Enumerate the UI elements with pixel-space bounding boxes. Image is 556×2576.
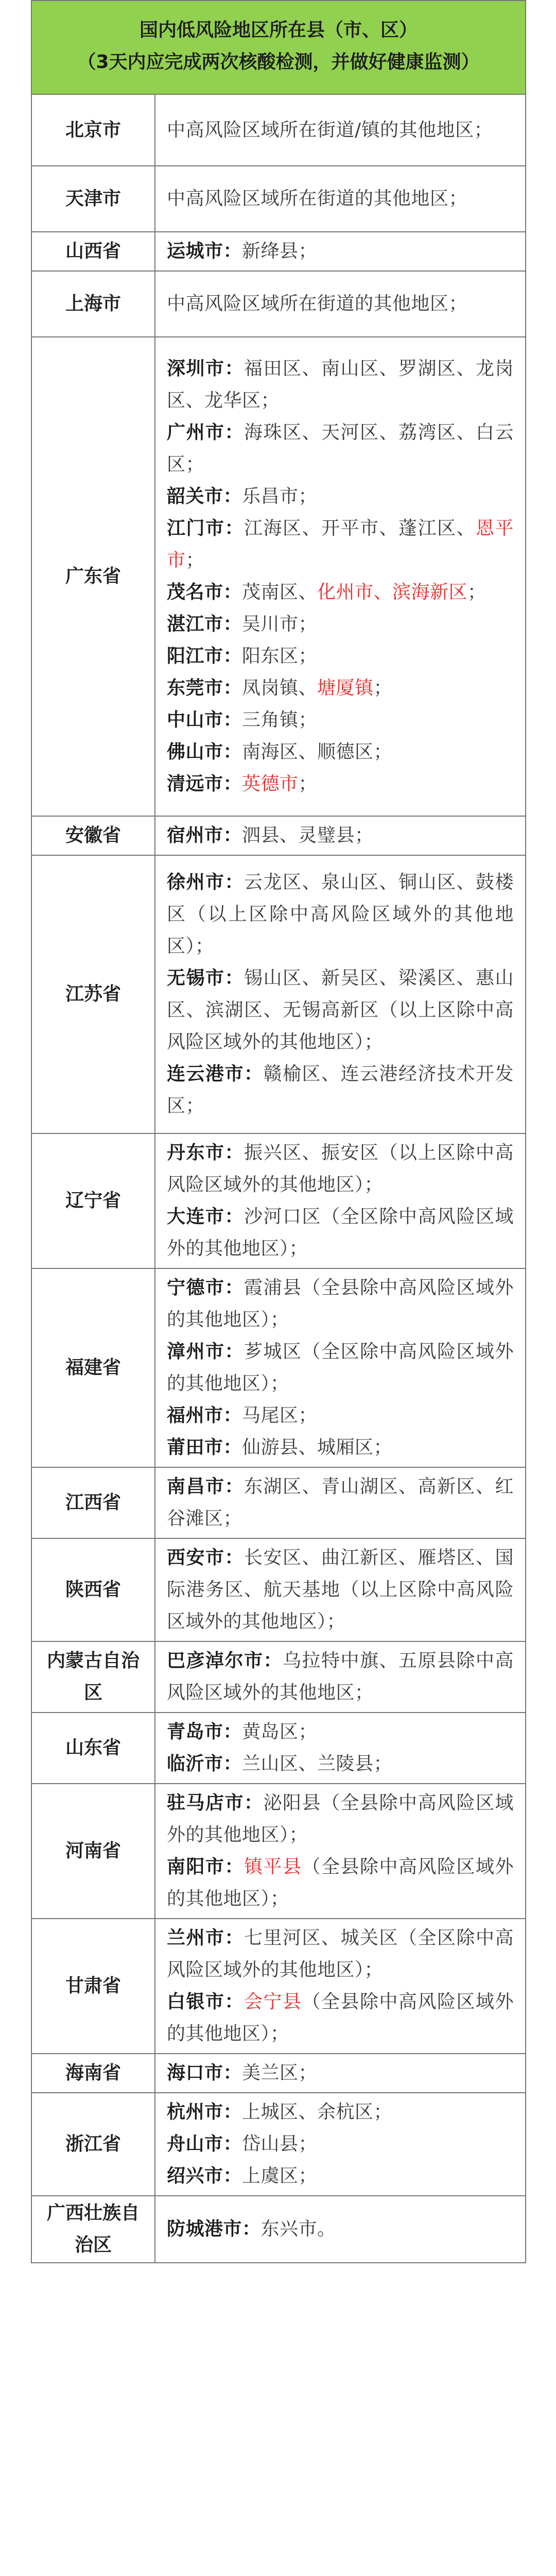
city-name: 绍兴市： (167, 2165, 242, 2187)
area-entry (167, 513, 514, 577)
city-name: 驻马店市： (167, 1792, 264, 1814)
area-text: 江海区、开平市、蓬江区、 (244, 518, 476, 539)
highlighted-area-text: 镇平县 (244, 1856, 302, 1877)
province-cell: 天津市 (31, 166, 155, 232)
table-row (31, 337, 526, 816)
area-entry (167, 235, 514, 267)
area-text: 凤岗镇、 (242, 677, 318, 699)
province-cell: 上海市 (31, 271, 155, 337)
table-header-row (31, 1, 526, 94)
city-name: 白银市： (167, 1991, 244, 2012)
detail-cell (155, 1641, 526, 1713)
table-row (31, 855, 526, 1133)
area-entry (167, 1400, 514, 1432)
area-text: 乌拉特中旗、五原县除中高风险区域外的其他地区； (167, 1650, 514, 1703)
area-text: 泌阳县（全县除中高风险区域外的其他地区）； (167, 1792, 514, 1845)
table-row (31, 94, 526, 166)
area-text: 南海区、顺德区； (242, 741, 393, 762)
detail-cell (155, 1784, 526, 1919)
table-row (31, 2054, 526, 2093)
area-entry (167, 2096, 514, 2128)
area-text: 七里河区、城关区（全区除中高风险区域外的其他地区）； (167, 1927, 514, 1980)
table-row (31, 1784, 526, 1919)
area-text: 东湖区、青山湖区、高新区、红谷滩区； (167, 1476, 514, 1529)
table-row (31, 1467, 526, 1538)
area-entry (167, 1201, 514, 1265)
area-entry (167, 1058, 514, 1122)
area-entry (167, 1787, 514, 1851)
area-text: 美兰区； (242, 2062, 318, 2083)
area-entry (167, 704, 514, 736)
area-entry (167, 962, 514, 1058)
area-entry (167, 1748, 514, 1780)
area-entry (167, 2213, 514, 2245)
city-name: 兰州市： (167, 1927, 244, 1948)
area-entry (167, 1542, 514, 1638)
area-entry (167, 1137, 514, 1201)
table-title (31, 1, 526, 94)
province-cell: 广东省 (31, 337, 155, 816)
area-entry (167, 183, 514, 215)
area-text-tail: ； (185, 550, 205, 571)
area-text: 岱山县； (242, 2133, 318, 2155)
table-body (31, 94, 526, 2263)
area-text: 赣榆区、连云港经济技术开发区； (167, 1063, 514, 1116)
area-entry (167, 1645, 514, 1709)
city-name: 漳州市： (167, 1341, 244, 1362)
highlighted-area-text: 会宁县 (244, 1991, 302, 2012)
province-cell: 海南省 (31, 2054, 155, 2093)
province-cell: 山西省 (31, 232, 155, 271)
area-entry (167, 1922, 514, 1986)
detail-cell (155, 2196, 526, 2263)
area-entry (167, 820, 514, 852)
city-name: 巴彦淖尔市： (167, 1650, 283, 1671)
highlighted-area-text: 塘厦镇 (317, 677, 374, 699)
area-text: 沙河口区（全区除中高风险区域外的其他地区）； (167, 1206, 514, 1259)
area-text-tail: ； (373, 677, 393, 699)
area-text: 阳东区； (242, 646, 318, 667)
city-name: 南阳市： (167, 1856, 244, 1877)
area-text: 云龙区、泉山区、铜山区、鼓楼区（以上区除中高风险区域外的其他地区）； (167, 872, 514, 957)
table-row (31, 232, 526, 271)
city-name: 佛山市： (167, 741, 242, 762)
area-text: 中高风险区域所在街道的其他地区； (167, 188, 468, 209)
area-entry (167, 481, 514, 513)
area-text: 芗城区（全区除中高风险区域外的其他地区）； (167, 1341, 514, 1394)
city-name: 宿州市： (167, 825, 242, 846)
area-entry (167, 608, 514, 640)
city-name: 海口市： (167, 2062, 242, 2083)
province-cell: 北京市 (31, 94, 155, 166)
city-name: 杭州市： (167, 2102, 242, 2123)
detail-cell (155, 1133, 526, 1268)
detail-cell (155, 2093, 526, 2196)
area-entry (167, 768, 514, 800)
province-cell: 河南省 (31, 1784, 155, 1919)
province-cell: 福建省 (31, 1268, 155, 1467)
detail-cell (155, 166, 526, 232)
area-text: 中高风险区域所在街道/镇的其他地区； (167, 119, 493, 141)
area-text: 马尾区； (242, 1405, 318, 1426)
city-name: 韶关市： (167, 486, 242, 507)
area-entry (167, 672, 514, 704)
area-text: 中高风险区域所在街道的其他地区； (167, 293, 468, 314)
city-name: 莆田市： (167, 1437, 242, 1458)
area-text: 振兴区、振安区（以上区除中高风险区域外的其他地区）； (167, 1142, 514, 1195)
area-entry (167, 1716, 514, 1748)
area-text-tail: （全县除中高风险区域外的其他地区）； (167, 1991, 514, 2044)
city-name: 南昌市： (167, 1476, 244, 1497)
city-name: 西安市： (167, 1547, 244, 1568)
province-cell: 辽宁省 (31, 1133, 155, 1268)
city-name: 清远市： (167, 773, 242, 794)
detail-cell (155, 232, 526, 271)
city-name: 江门市： (167, 518, 244, 539)
table-row (31, 1641, 526, 1713)
area-entry (167, 114, 514, 146)
area-entry (167, 1432, 514, 1464)
province-cell: 内蒙古自治区 (31, 1641, 155, 1713)
detail-cell (155, 2054, 526, 2093)
area-text: 乐昌市； (242, 486, 318, 507)
table-row (31, 2196, 526, 2263)
area-text: 福田区、南山区、罗湖区、龙岗区、龙华区； (167, 358, 514, 411)
area-entry (167, 417, 514, 481)
area-entry (167, 2057, 514, 2089)
area-entry (167, 577, 514, 608)
area-text: 茂南区、 (242, 582, 318, 603)
city-name: 东莞市： (167, 677, 242, 699)
title-line-2: （3天内应完成两次核酸检测，并做好健康监测） (77, 52, 480, 73)
city-name: 阳江市： (167, 646, 242, 667)
table-row (31, 166, 526, 232)
title-line-1: 国内低风险地区所在县（市、区） (139, 20, 418, 41)
city-name: 青岛市： (167, 1721, 242, 1742)
area-entry (167, 640, 514, 672)
area-text: 锡山区、新吴区、梁溪区、惠山区、滨湖区、无锡高新区（以上区除中高风险区域外的其他地区）； (167, 968, 514, 1053)
city-name: 临沂市： (167, 1753, 242, 1774)
detail-cell (155, 1538, 526, 1641)
area-text: 上城区、余杭区； (242, 2102, 393, 2123)
province-cell: 甘肃省 (31, 1919, 155, 2054)
city-name: 防城港市： (167, 2218, 261, 2240)
table-row (31, 1133, 526, 1268)
city-name: 连云港市： (167, 1063, 264, 1084)
area-entry (167, 2160, 514, 2192)
risk-area-table (31, 0, 526, 2263)
area-entry (167, 1336, 514, 1400)
province-cell: 陕西省 (31, 1538, 155, 1641)
area-entry (167, 1851, 514, 1915)
table-row (31, 1538, 526, 1641)
area-text: 仙游县、城厢区； (242, 1437, 393, 1458)
detail-cell (155, 337, 526, 816)
detail-cell (155, 1713, 526, 1784)
table-row (31, 1268, 526, 1467)
city-name: 中山市： (167, 709, 242, 731)
area-entry (167, 1471, 514, 1535)
city-name: 舟山市： (167, 2133, 242, 2155)
city-name: 广州市： (167, 422, 244, 443)
detail-cell (155, 94, 526, 166)
detail-cell (155, 816, 526, 855)
table-row (31, 816, 526, 855)
area-text: 兰山区、兰陵县； (242, 1753, 393, 1774)
province-cell: 浙江省 (31, 2093, 155, 2196)
city-name: 福州市： (167, 1405, 242, 1426)
area-text: 黄岛区； (242, 1721, 318, 1742)
table-row (31, 1713, 526, 1784)
province-cell: 江西省 (31, 1467, 155, 1538)
city-name: 大连市： (167, 1206, 244, 1227)
area-text: 泗县、灵璧县； (242, 825, 374, 846)
city-name: 无锡市： (167, 968, 244, 989)
detail-cell (155, 1919, 526, 2054)
city-name: 徐州市： (167, 872, 244, 893)
province-cell: 广西壮族自治区 (31, 2196, 155, 2263)
city-name: 湛江市： (167, 614, 242, 635)
area-text-tail: （全县除中高风险区域外的其他地区）； (167, 1856, 514, 1909)
area-text-tail: ； (298, 773, 318, 794)
area-text: 长安区、曲江新区、雁塔区、国际港务区、航天基地（以上区除中高风险区域外的其他地区）； (167, 1547, 514, 1632)
area-entry (167, 353, 514, 417)
city-name: 宁德市： (167, 1277, 244, 1298)
area-text: 东兴市。 (260, 2218, 336, 2240)
table-row (31, 1919, 526, 2054)
area-text: 吴川市； (242, 614, 318, 635)
area-text: 上虞区； (242, 2165, 318, 2187)
highlighted-area-text: 恩平市 (167, 518, 514, 571)
area-text: 新绛县； (242, 241, 318, 262)
area-entry (167, 2128, 514, 2160)
detail-cell (155, 271, 526, 337)
table-row (31, 271, 526, 337)
highlighted-area-text: 化州市、滨海新区 (317, 582, 468, 603)
city-name: 运城市： (167, 241, 242, 262)
city-name: 深圳市： (167, 358, 244, 379)
city-name: 茂名市： (167, 582, 242, 603)
detail-cell (155, 1467, 526, 1538)
detail-cell (155, 1268, 526, 1467)
risk-area-table-sheet (31, 0, 525, 2576)
area-entry (167, 1986, 514, 2050)
area-entry (167, 736, 514, 768)
province-cell: 安徽省 (31, 816, 155, 855)
area-entry (167, 867, 514, 962)
highlighted-area-text: 英德市 (242, 773, 299, 794)
area-text: 霞浦县（全县除中高风险区域外的其他地区）； (167, 1277, 514, 1330)
area-text: 三角镇； (242, 709, 318, 731)
province-cell: 江苏省 (31, 855, 155, 1133)
area-entry (167, 1272, 514, 1336)
table-row (31, 2093, 526, 2196)
detail-cell (155, 855, 526, 1133)
area-text-tail: ； (467, 582, 486, 603)
area-text: 海珠区、天河区、荔湾区、白云区； (167, 422, 514, 475)
area-entry (167, 288, 514, 320)
province-cell: 山东省 (31, 1713, 155, 1784)
city-name: 丹东市： (167, 1142, 244, 1163)
